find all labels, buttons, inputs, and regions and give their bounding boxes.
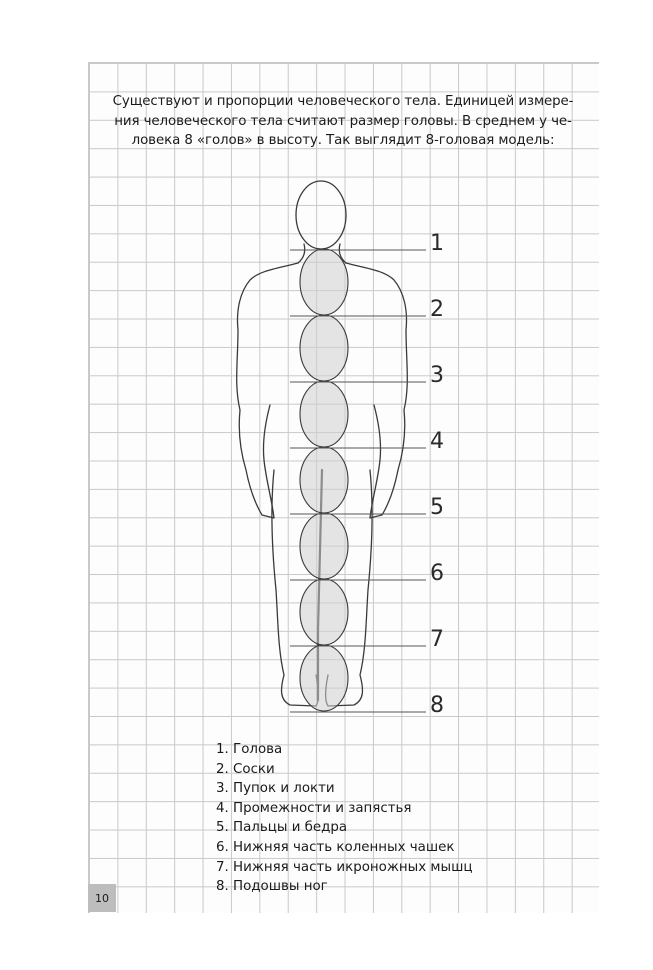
legend-item: 4. Промежности и запястья xyxy=(216,800,412,816)
proportion-mark-3: 3 xyxy=(430,363,444,388)
legend-item: 7. Нижняя часть икроножных мышц xyxy=(216,859,473,875)
intro-line: ния человеческого тела считают размер головы. В среднем у че- xyxy=(114,113,572,129)
head-unit-7 xyxy=(300,645,348,711)
proportion-mark-6: 6 xyxy=(430,561,444,586)
proportion-mark-7: 7 xyxy=(430,627,444,652)
intro-line: Существуют и пропорции человеческого тела. Единицей измере- xyxy=(112,94,574,109)
proportion-mark-5: 5 xyxy=(430,495,444,520)
legend-item: 6. Нижняя часть коленных чашек xyxy=(216,839,455,855)
page-number: 10 xyxy=(88,884,116,912)
proportion-mark-8: 8 xyxy=(430,693,444,718)
legend-item: 2. Соски xyxy=(216,761,275,777)
head-unit-4 xyxy=(300,447,348,513)
legend-item: 8. Подошвы ног xyxy=(216,879,328,895)
legend-item: 1. Голова xyxy=(216,742,283,757)
proportion-mark-2: 2 xyxy=(430,297,444,322)
proportion-legend xyxy=(216,740,472,897)
legend-item: 5. Пальцы и бедра xyxy=(216,820,348,836)
proportion-mark-4: 4 xyxy=(430,429,444,454)
head-unit-1 xyxy=(300,249,348,315)
eight-head-proportion-figure xyxy=(200,170,490,730)
head-unit-6 xyxy=(300,579,348,645)
legend-item: 3. Пупок и локти xyxy=(216,781,335,797)
head-unit-3 xyxy=(300,381,348,447)
intro-paragraph xyxy=(96,92,590,151)
head-unit-2 xyxy=(300,315,348,381)
head-outline xyxy=(296,181,346,249)
head-unit-5 xyxy=(300,513,348,579)
proportion-mark-1: 1 xyxy=(430,231,444,256)
intro-line: ловека 8 «голов» в высоту. Так выглядит 8-головая модель: xyxy=(131,133,555,148)
